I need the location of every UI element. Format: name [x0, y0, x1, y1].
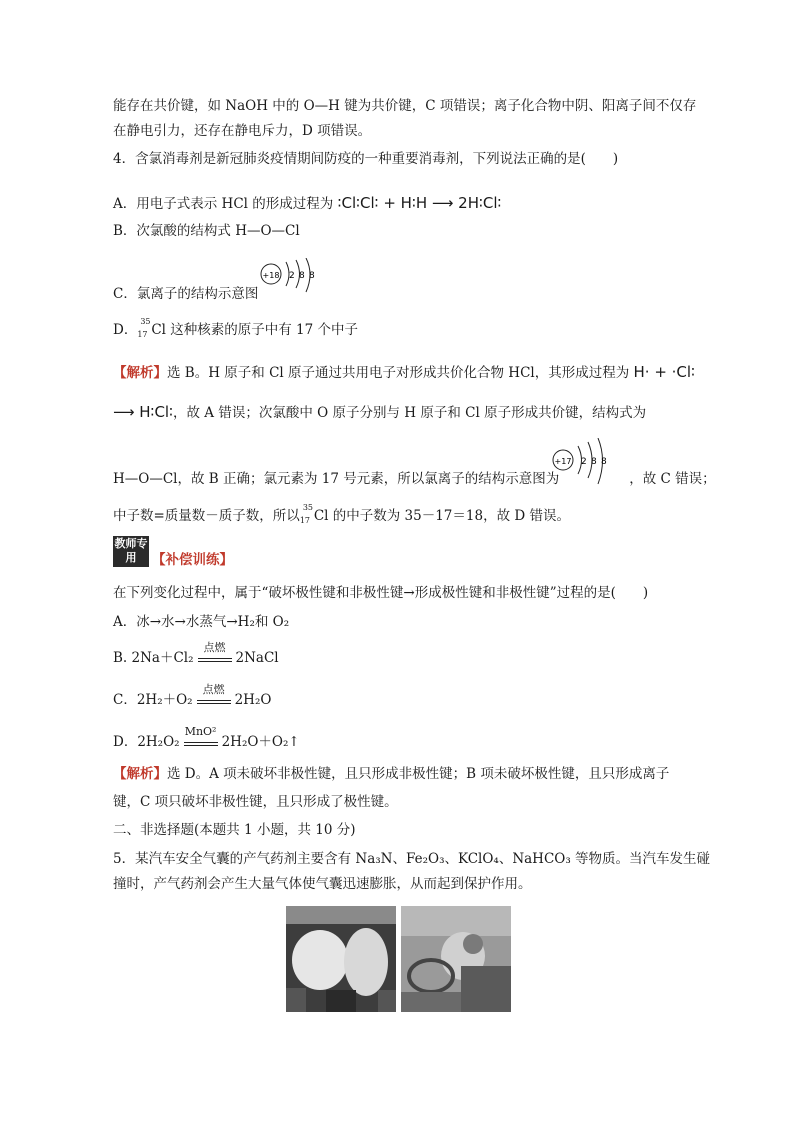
reaction-condition: MnO²	[184, 736, 218, 746]
chloride-ion-diagram	[256, 258, 326, 300]
isotope-notation: 35 17	[299, 503, 313, 525]
shell-1: 2	[581, 457, 587, 467]
electron-formula: H· + ·Cl∶	[633, 363, 695, 381]
option-d: D． 35 17 Cl 这种核素的原子中有 17 个中子	[113, 317, 359, 339]
bc-option-d: D．2H₂O₂ MnO² 2H₂O＋O₂↑	[113, 725, 300, 750]
analysis-2-line-1: 【解析】选 D。A 项未破坏非极性键，且只形成非极性键；B 项未破坏极性键，且只形成离子	[113, 766, 670, 782]
shell-2: 8	[299, 271, 305, 281]
shell-1: 2	[289, 271, 295, 281]
question-5-line-2: 撞时，产气药剂会产生大量气体使气囊迅速膨胀，从而起到保护作用。	[113, 876, 532, 892]
analysis-1-line-3: H—O—Cl，故 B 正确；氯元素为 17 号元素，所以氯离子的结构示意图为 ，故 C 错误；	[113, 471, 716, 487]
analysis-1-line-4: 中子数=质量数－质子数，所以 35 17 Cl 的中子数为 35－17＝18，故 D 错误。	[113, 503, 570, 525]
analysis-2-line-2: 键，C 项只破坏非极性键，且只形成了极性键。	[113, 794, 398, 810]
bc-option-b: B. 2Na＋Cl₂ 点燃 2NaCl	[113, 641, 279, 666]
compensation-training-tag: 【补偿训练】	[152, 552, 233, 568]
shell-3: 8	[601, 457, 607, 467]
bc-option-a: A．冰→水→水蒸气→H₂和 O₂	[113, 614, 290, 630]
nucleus-label: +18	[262, 271, 280, 280]
question-4: 4．含氯消毒剂是新冠肺炎疫情期间防疫的一种重要消毒剂，下列说法正确的是( )	[113, 151, 619, 167]
option-c: C．氯离子的结构示意图	[113, 286, 259, 302]
isotope-notation: 35 17	[137, 317, 151, 339]
option-a-text: A．用电子式表示 HCl 的形成过程为	[113, 196, 334, 212]
airbag-photo-interior	[286, 906, 396, 1012]
shell-3: 8	[309, 271, 315, 281]
reaction-condition: 点燃	[198, 652, 232, 662]
analysis-1-line-2: ⟶ H∶Cl∶，故 A 错误；次氯酸中 O 原子分别与 H 原子和 Cl 原子形成共价键，结构式为	[113, 403, 647, 421]
chloride-ion-diagram	[548, 438, 618, 486]
text-line: 在静电引力，还存在静电斥力，D 项错误。	[113, 123, 372, 139]
analysis-tag: 【解析】	[113, 766, 167, 782]
section-heading: 二、非选择题(本题共 1 小题，共 10 分)	[113, 822, 356, 838]
option-b: B．次氯酸的结构式 H—O—Cl	[113, 223, 300, 239]
question-5-line-1: 5．某汽车安全气囊的产气药剂主要含有 Na₃N、Fe₂O₃、KClO₄、NaHCO₃ 等物质。当汽车发生碰	[113, 851, 711, 867]
reaction-condition: 点燃	[197, 694, 231, 704]
bc-option-c: C．2H₂＋O₂ 点燃 2H₂O	[113, 683, 272, 708]
bc-question: 在下列变化过程中，属于“破坏极性键和非极性键→形成极性键和非极性键”过程的是( )	[113, 585, 649, 601]
electron-formula: ⟶ H∶Cl∶	[113, 403, 173, 421]
airbag-photo-driver	[401, 906, 511, 1012]
electron-formula: ∶Cl∶Cl∶ + H∶H ⟶ 2H∶Cl∶	[337, 194, 502, 212]
nucleus-label: +17	[554, 457, 572, 466]
analysis-1-line-1: 【解析】选 B。H 原子和 Cl 原子通过共用电子对形成共价化合物 HCl，其形成过程为 H· + ·Cl∶	[113, 363, 695, 381]
option-a	[113, 193, 501, 214]
text-line: 能存在共价键，如 NaOH 中的 O—H 键为共价键，C 项错误；离子化合物中阴、阳离子间不仅存	[113, 98, 697, 114]
analysis-tag: 【解析】	[113, 365, 167, 381]
shell-2: 8	[591, 457, 597, 467]
teacher-only-badge: 教师专用	[113, 536, 149, 567]
